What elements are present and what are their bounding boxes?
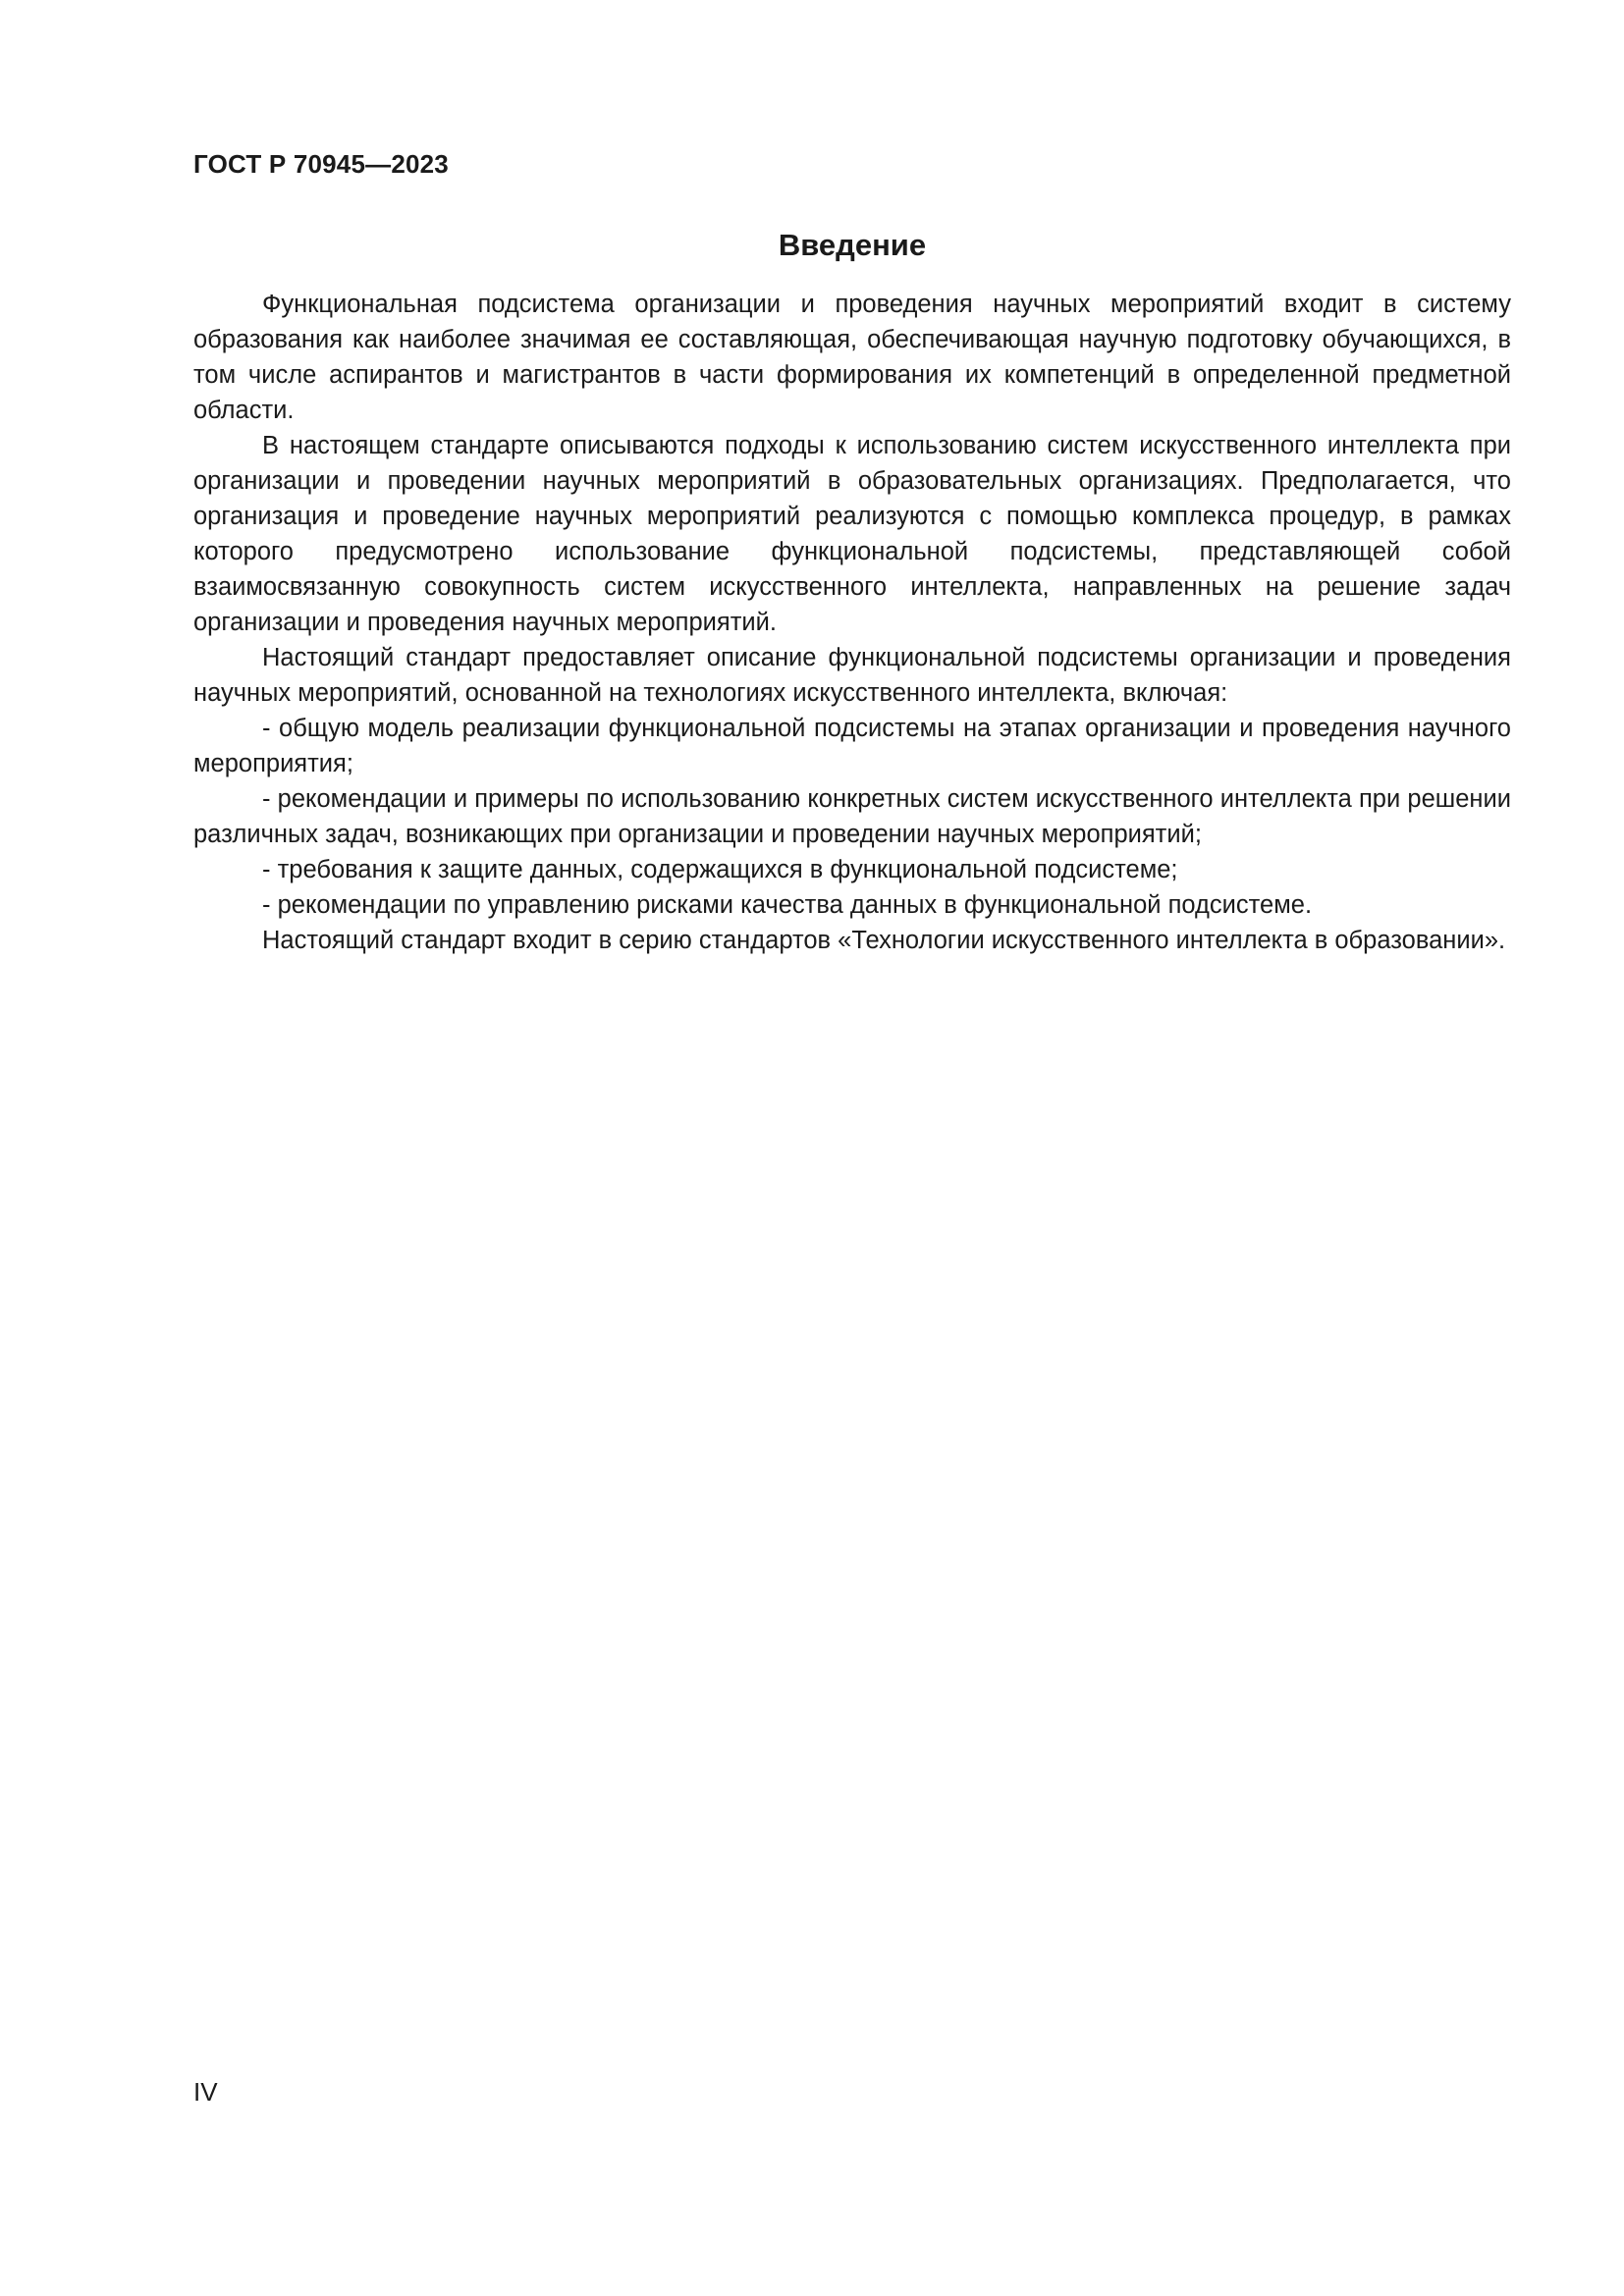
list-item: - рекомендации и примеры по использованию конкретных систем искусственного интеллекта при решении различных задач, возникающих при организации и проведении научных мероприятий; [193,785,1511,848]
paragraph: Настоящий стандарт входит в серию стандартов «Технологии искусственного интеллекта в образовании». [262,927,1506,954]
list-item: - требования к защите данных, содержащихся в функциональной подсистеме; [262,856,1178,883]
document-code: ГОСТ Р 70945—2023 [193,149,449,179]
paragraph: Настоящий стандарт предоставляет описание функциональной подсистемы организации и проведения научных мероприятий, основанной на технологиях искусственного интеллекта, включая: [193,644,1511,707]
page-number: IV [193,2077,218,2107]
section-body [193,287,1511,958]
list-item: - общую модель реализации функциональной подсистемы на этапах организации и проведения научного мероприятия; [193,715,1511,777]
list-item: - рекомендации по управлению рисками качества данных в функциональной подсистеме. [262,891,1313,919]
paragraph: Функциональная подсистема организации и проведения научных мероприятий входит в систему образования как наиболее значимая ее составляющая, обеспечивающая научную подготовку обучающихся, в том числе аспирантов и магистрантов в части формирования их компетенций в определенной предметной области. [193,291,1511,424]
paragraph: В настоящем стандарте описываются подходы к использованию систем искусственного интеллекта при организации и проведении научных мероприятий в образовательных организациях. Предполагается, что организация и проведение научных мероприятий реализуются с помощью комплекса процедур, в рамках которого предусмотрено использование функциональной подсистемы, представляющей собой взаимосвязанную совокупность систем искусственного интеллекта, направленных на решение задач организации и проведения научных мероприятий. [193,432,1511,636]
section-title: Введение [778,228,927,262]
